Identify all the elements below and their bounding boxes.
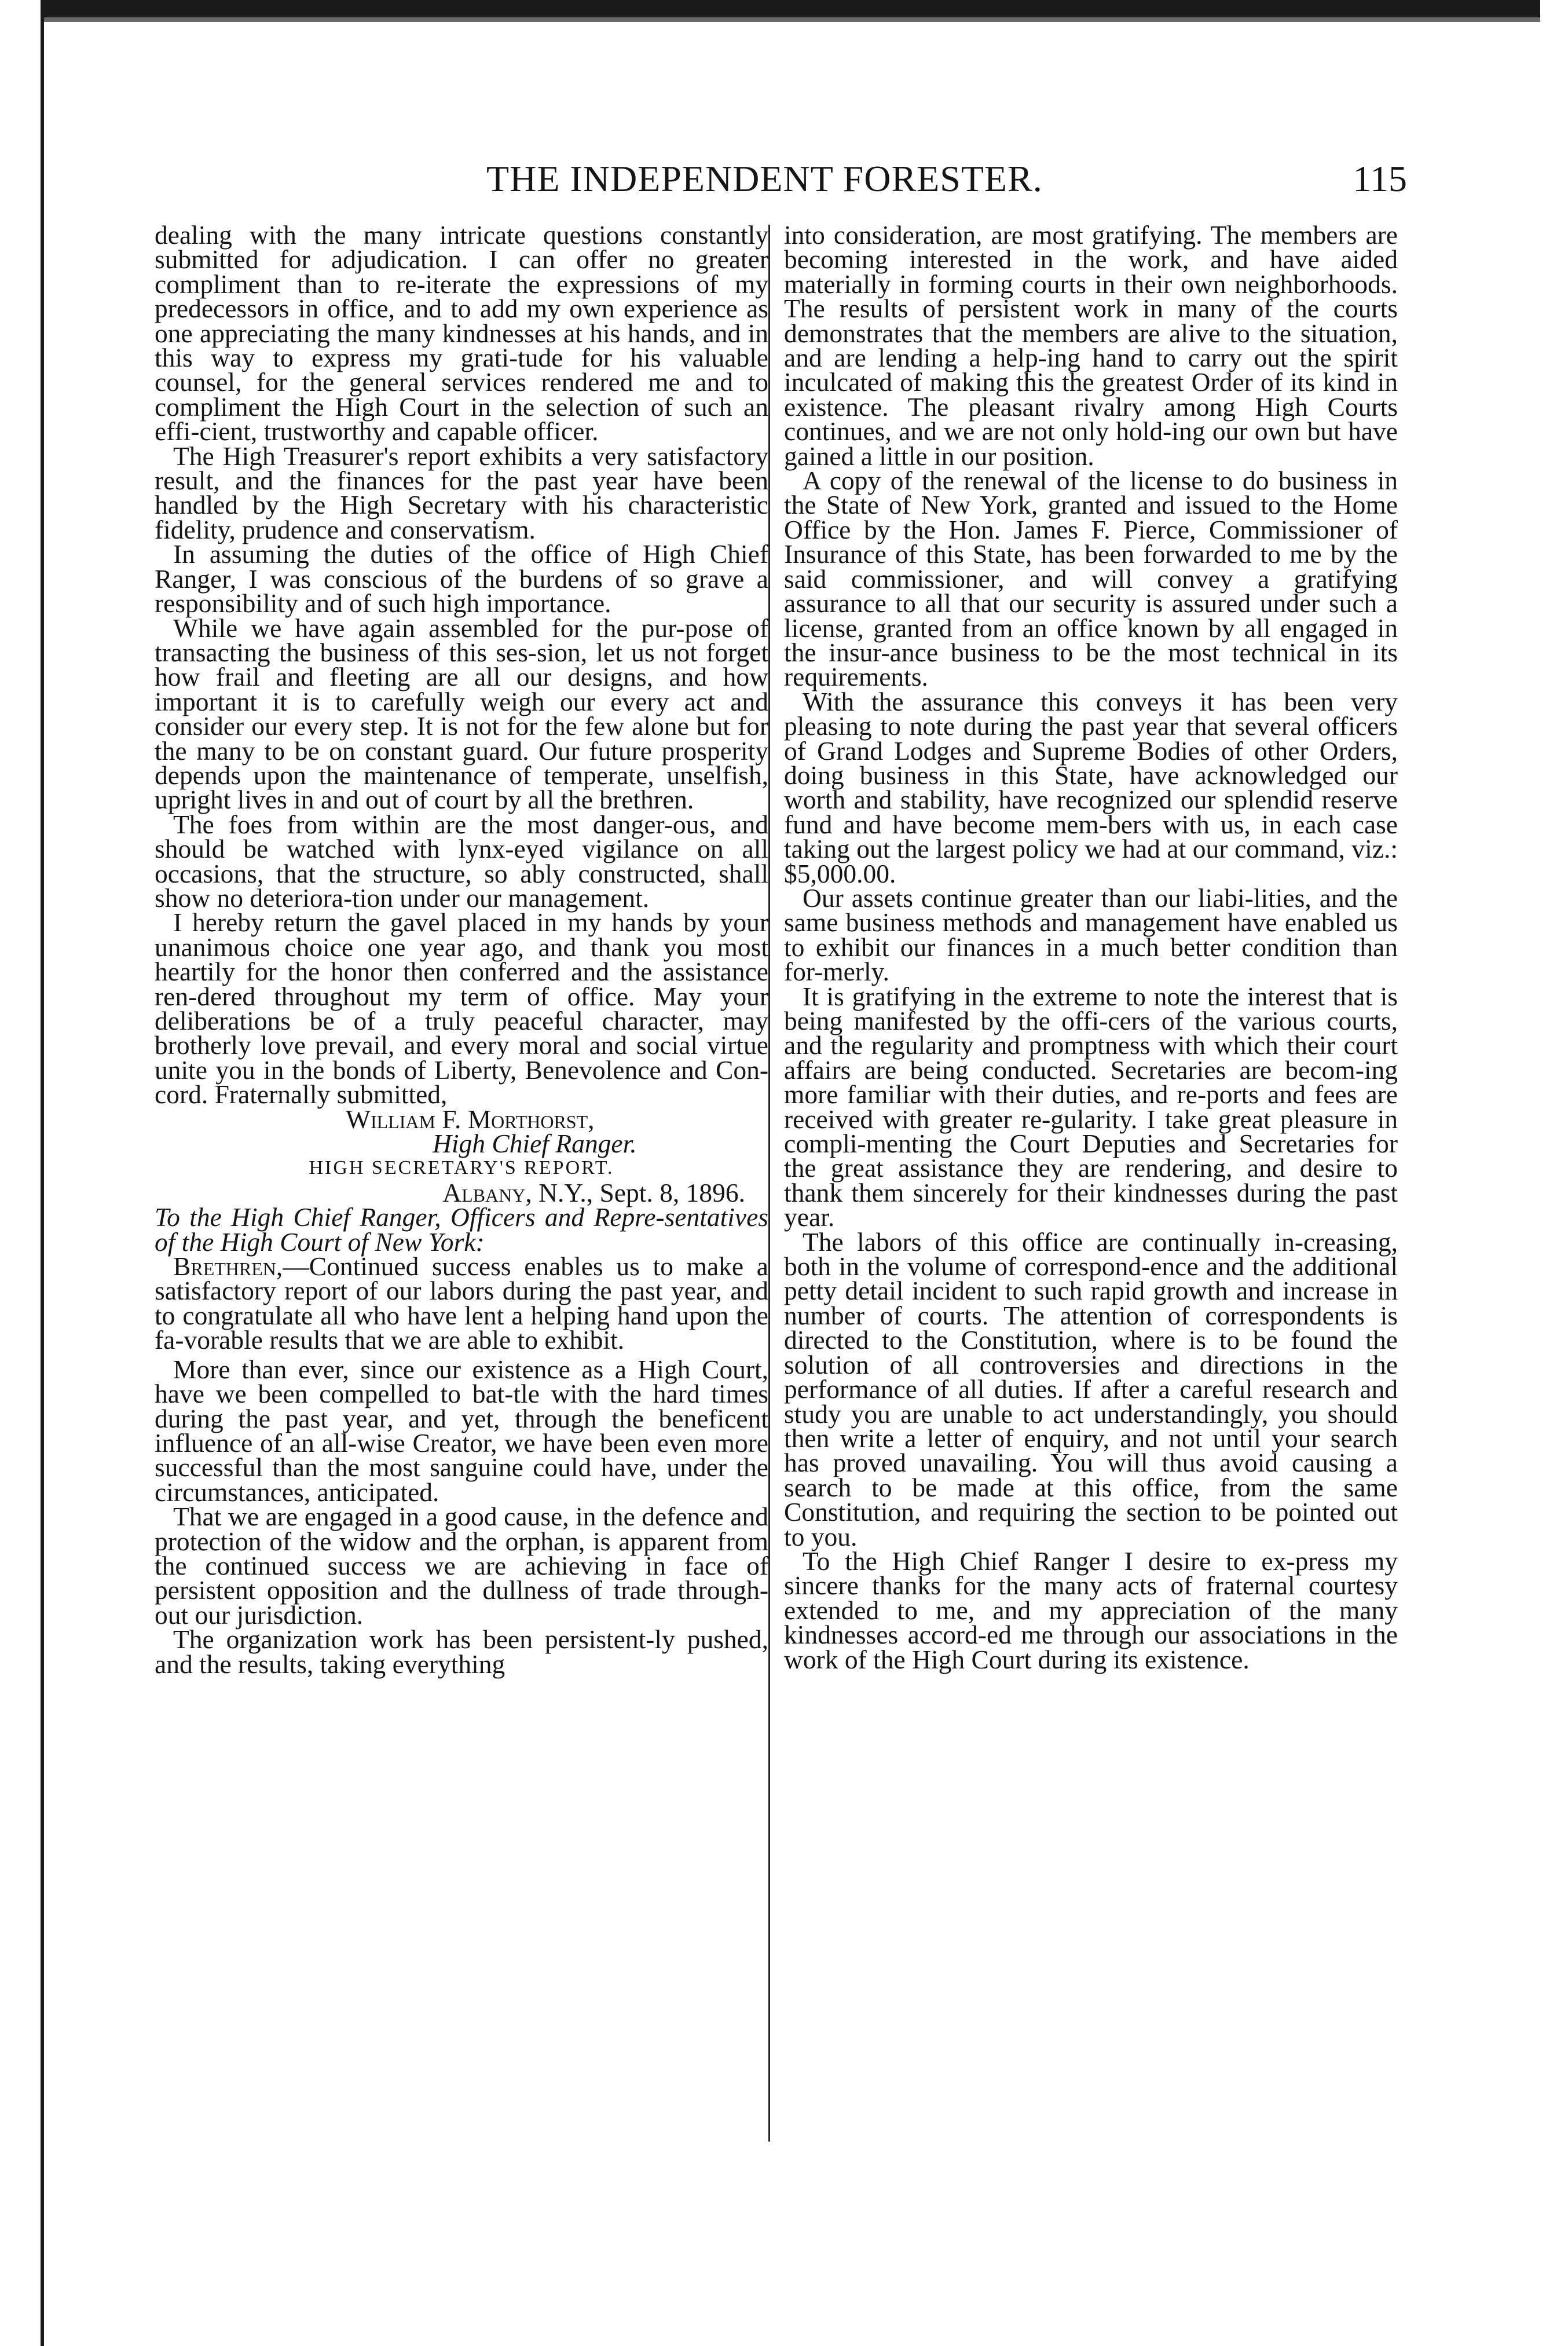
paragraph: The foes from within are the most danger-ous, and should be watched with lynx-eyed vigilance on all occasions, that the structure, so ably constructed, shall show no deteriora-tion under our management. <box>155 809 768 913</box>
paragraph: Our assets continue greater than our liabi-lities, and the same business methods and management have enabled us to exhibit our finances in a much better condition than for-merly. <box>784 883 1398 987</box>
running-head: THE INDEPENDENT FORESTER. <box>486 158 1043 199</box>
salutation: Brethren, <box>173 1251 283 1282</box>
right-column <box>784 220 1398 1674</box>
signature-title: High Chief Ranger. <box>433 1129 637 1159</box>
paragraph: The High Treasurer's report exhibits a very satisfactory result, and the finances for the past year have been handled by the High Secretary with his characteristic fidelity, prudence and conservatism. <box>155 441 768 544</box>
paragraph: A copy of the renewal of the license to do business in the State of New York, granted and issued to the Home Office by the Hon. James F. Pierce, Commissioner of Insurance of this State, has been forwarded to me by the said commissioner, and will convey a gratifying assurance to all that our security is assured under such a license, granted from an office known by all engaged in the insur-ance business to be the most technical in its requirements. <box>784 466 1398 692</box>
paragraph: With the assurance this conveys it has been very pleasing to note during the past year that several officers of Grand Lodges and Supreme Bodies of other Orders, doing business in this State, have acknowledged our worth and stability, have recognized our splendid reserve fund and have become mem-bers with us, in each case taking out the largest policy we had at our command, viz.: $5,000.00. <box>784 686 1398 888</box>
section-heading: HIGH SECRETARY'S REPORT. <box>309 1157 614 1179</box>
dateline-date: N.Y., Sept. 8, 1896. <box>532 1177 745 1207</box>
top-border-rule-thin <box>41 17 1540 22</box>
paragraph: I hereby return the gavel placed in my hands by your unanimous choice one year ago, and thank you most heartily for the honor then conferred and the assistance ren-dered throughout my term of office. May your deliberations be of a truly peaceful character, may brotherly love prevail, and every moral and social virtue unite you in the bonds of Liberty, Benevolence and Con-cord. Fraternally submitted, <box>155 907 768 1110</box>
page-header <box>156 158 1407 210</box>
paragraph: More than ever, since our existence as a High Court, have we been compelled to bat-tle with the hard times during the past year, and yet, through the beneficent influence of an all-wise Creator, we have been even more successful than the most sanguine could have, under the circumstances, anticipated. <box>155 1354 768 1507</box>
paragraph: It is gratifying in the extreme to note the interest that is being manifested by the offi-cers of the various courts, and the regularity and promptness with which their court affairs are being conducted. Secretaries are becom-ing more familiar with their duties, and re-ports and fees are received with greater re-gularity. I take great pleasure in compli-menting the Court Deputies and Secretaries for the great assistance they are rendering, and desire to thank them sincerely for their kindnesses during the past year. <box>784 981 1398 1232</box>
paragraph: To the High Chief Ranger I desire to ex-press my sincere thanks for the many acts of fraternal courtesy extended to me, and my appreciation of the many kindnesses accord-ed me through our associations in the work of the High Court during its existence. <box>784 1546 1398 1674</box>
paragraph: While we have again assembled for the pur-pose of transacting the business of this ses-sion, let us not forget how frail and fleeting are all our designs, and how important it is to carefully weigh our every act and consider our every step. It is not for the few alone but for the many to be on constant guard. Our future prosperity depends upon the maintenance of temperate, unselfish, upright lives in and out of court by all the brethren. <box>155 613 768 815</box>
top-border-rule <box>41 0 1540 17</box>
paragraph: into consideration, are most gratifying. The members are becoming interested in the work, and have aided materially in forming courts in their own neighborhoods. The results of persistent work in many of the courts demonstrates that the members are alive to the situation, and are lending a help-ing hand to carry out the spirit inculcated of making this the greatest Order of its kind in existence. The pleasant rivalry among High Courts continues, and we are not only hold-ing our own but have gained a little in our position. <box>784 220 1398 471</box>
dateline <box>155 1177 768 1207</box>
paragraph: The organization work has been persistent-ly pushed, and the results, taking everything <box>155 1624 768 1679</box>
paragraph <box>155 1251 768 1355</box>
paragraph: In assuming the duties of the office of High Chief Ranger, I was conscious of the burdens of so grave a responsibility and of such high importance. <box>155 539 768 618</box>
left-column <box>155 220 768 1679</box>
address-line: To the High Chief Ranger, Officers and Repre-sentatives of the High Court of New York: <box>155 1202 768 1257</box>
page-number: 115 <box>1353 158 1407 199</box>
left-border-rule <box>41 0 44 2346</box>
dateline-place: Albany, <box>442 1177 532 1207</box>
paragraph-text: —Continued success enables us to make a satisfactory report of our labors during the past year, and to congratulate all who have lent a helping hand upon the fa-vorable results that we are able to exhibit. <box>155 1251 768 1355</box>
paragraph: dealing with the many intricate questions constantly submitted for adjudication. I can offer no greater compliment than to re-iterate the expressions of my predecessors in office, and to add my own experience as one appreciating the many kindnesses at his hands, and in this way to express my grati-tude for his valuable counsel, for the general services rendered me and to compliment the High Court in the selection of such an effi-cient, trustworthy and capable officer. <box>155 220 768 446</box>
paragraph: The labors of this office are continually in-creasing, both in the volume of correspond-ence and the additional petty detail incident to such rapid growth and increase in number of courts. The attention of correspondents is directed to the Constitution, where is to be found the solution of all controversies and directions in the performance of all duties. If after a careful research and study you are unable to act understandingly, you should then write a letter of enquiry, and not until your search has proved unavailing. You will thus avoid causing a search to be made at this office, from the same Constitution, and requiring the section to be pointed out to you. <box>784 1227 1398 1551</box>
column-divider <box>768 225 770 2142</box>
signature-name: William F. Morthorst, <box>346 1104 595 1134</box>
paragraph: That we are engaged in a good cause, in the defence and protection of the widow and the orphan, is apparent from the continued success we are achieving in face of persistent opposition and the dullness of trade through-out our jurisdiction. <box>155 1502 768 1630</box>
